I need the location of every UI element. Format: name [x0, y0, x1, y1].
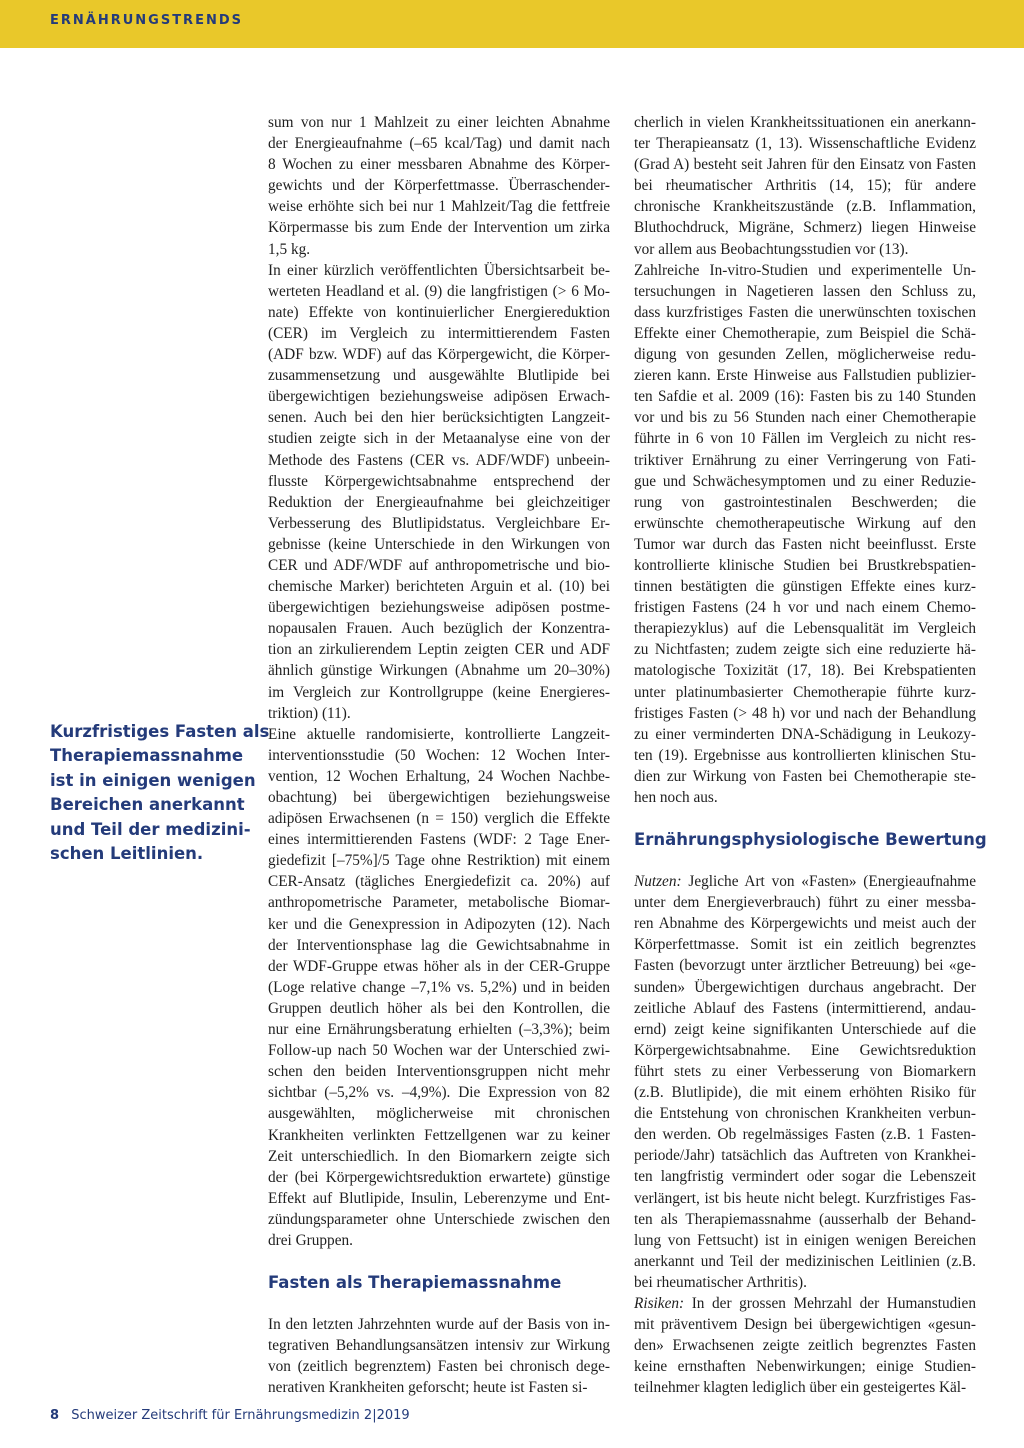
paragraph-line: den» Erwachsenen zeigte zeitlich begrenztes Fasten [634, 1337, 976, 1355]
paragraph-line: sichtbar (–5,2% vs. –4,9%). Die Expression von 82 [268, 1084, 610, 1102]
paragraph-line: rung von gastrointestinalen Beschwerden; die [634, 493, 976, 511]
paragraph-line: Follow-up nach 50 Wochen war der Unterschied zwi- [268, 1042, 610, 1060]
paragraph-line: vention, 12 Wochen Erhaltung, 24 Wochen Nachbe- [268, 767, 610, 785]
pull-quote-line: Therapiemassnahme [50, 746, 244, 766]
header-bar [0, 0, 1024, 48]
paragraph-line: Effekte einer Chemotherapie, zum Beispiel die Schä- [634, 324, 976, 342]
paragraph-line: (CER) im Vergleich zu intermittierendem Fasten [268, 324, 610, 342]
paragraph-line: tegrativen Behandlungsansätzen intensiv zur Wirkung [268, 1337, 610, 1355]
paragraph-line: die Entstehung von chronischen Krankheiten verbun- [634, 1105, 976, 1123]
paragraph-line: teilnehmer klagten lediglich über ein gesteigertes Käl- [634, 1379, 967, 1397]
paragraph-line: 1,5 kg. [268, 240, 311, 258]
paragraph-line: Fasten (bevorzugt unter ärztlicher Betreuung) bei «ge- [634, 957, 976, 975]
paragraph-line: Bluthochdruck, Migräne, Schmerz) liegen Hinweise [634, 219, 976, 237]
paragraph-line: der Interventionsphase lag die Gewichtsabnahme in [268, 936, 610, 954]
paragraph-line: vor und bis zu 56 Stunden nach einer Chemotherapie [634, 409, 976, 427]
paragraph-line: der (bei Körpergewichtsreduktion erwartete) günstige [268, 1168, 610, 1186]
paragraph-line: adipösen Erwachsenen (n = 150) verglich die Effekte [268, 810, 610, 828]
paragraph-line: unter dem Energieverbrauch) führt zu einer messba- [634, 894, 976, 912]
paragraph-line: den werden. Ob regelmässiges Fasten (z.B. 1 Fasten- [634, 1126, 976, 1144]
paragraph-line: digung von gesunden Zellen, möglicherweise redu- [634, 346, 976, 364]
paragraph-line: im Vergleich zur Kontrollgruppe (keine Energieres- [268, 683, 610, 701]
paragraph-line: vor allem aus Beobachtungsstudien vor (13). [634, 240, 909, 258]
paragraph-line: von (zeitlich begrenztem) Fasten bei chronisch dege- [268, 1358, 610, 1376]
paragraph-line: nur eine Ernährungsberatung erhielten (–3,3%); beim [268, 1021, 610, 1039]
paragraph-line: Gruppen deutlich höher als bei den Kontrollen, die [268, 999, 610, 1017]
pull-quote [50, 720, 270, 866]
paragraph-line: weise erhöhte sich bei nur 1 Mahlzeit/Tag die fettfreie [268, 198, 610, 216]
risks-line-text: In der grossen Mehrzahl der Humanstudien [684, 1294, 976, 1312]
paragraph-line: Krankheiten verlinkten Fettzellgenen war zu keiner [268, 1126, 610, 1144]
spacer [268, 1293, 610, 1314]
benefits-line [634, 871, 976, 892]
pull-quote-line: Bereichen anerkannt [50, 795, 245, 815]
paragraph-line: der Energieaufnahme (–65 kcal/Tag) und damit nach [268, 135, 610, 153]
spacer [634, 808, 976, 829]
paragraph-line: ter Therapieansatz (1, 13). Wissenschaftliche Evidenz [634, 135, 976, 153]
paragraph-line: fristigen Fastens (24 h vor und nach einem Chemo- [634, 599, 976, 617]
paragraph-line: chemische Marker) berichteten Arguin et al. (10) bei [268, 578, 610, 596]
paragraph-line: der WDF-Gruppe etwas höher als in der CER-Gruppe [268, 957, 610, 975]
paragraph-line: therapiezyklus) auf die Lebensqualität im Vergleich [634, 620, 976, 638]
paragraph-line: dass kurzfristiges Fasten die unerwünschten toxischen [634, 303, 976, 321]
paragraph-line: zieren kann. Erste Hinweise aus Fallstudien publizier- [634, 367, 976, 385]
pull-quote-line: schen Leitlinien. [50, 844, 204, 864]
paragraph-line: tinnen bestätigten die günstigen Effekte eines kurz- [634, 578, 976, 596]
paragraph-line: Eine aktuelle randomisierte, kontrollierte Langzeit- [268, 725, 610, 743]
benefits-line-text: Jegliche Art von «Fasten» (Energieaufnahme [681, 873, 976, 891]
paragraph-line: ähnlich günstige Wirkungen (Abnahme um 20–30%) [268, 662, 610, 680]
paragraph-line: sum von nur 1 Mahlzeit zu einer leichten Abnahme [268, 114, 610, 131]
middle-column [268, 112, 610, 1398]
paragraph-line: ten langfristig vermindert oder sogar die Lebenszeit [634, 1168, 976, 1186]
paragraph-line: (ADF bzw. WDF) auf das Körpergewicht, die Körper- [268, 346, 610, 364]
pull-quote-line: ist in einigen wenigen [50, 770, 256, 790]
paragraph-line: 8 Wochen zu einer messbaren Abnahme des Körper- [268, 156, 610, 174]
paragraph-line: giedefizit [–75%]/5 Tage ohne Restriktion) mit einem [268, 852, 610, 870]
paragraph-line: bei rheumatischer Arthritis). [634, 1273, 807, 1291]
paragraph-line: In einer kürzlich veröffentlichten Übersichtsarbeit be- [268, 261, 610, 279]
section-heading: Ernährungsphysiologische Bewertung [634, 830, 987, 850]
section-label: ERNÄHRUNGSTRENDS [50, 13, 243, 28]
paragraph-line: verlängert, ist bis heute nicht belegt. Kurzfristiges Fas- [634, 1189, 976, 1207]
paragraph-line: sunden» Übergewichtigen durchaus angebracht. Der [634, 978, 976, 996]
paragraph-line: führt stets zu einer Verbesserung von Biomarkern [634, 1062, 976, 1080]
paragraph-line: nopausalen Frauen. Auch bezüglich der Konzentra- [268, 620, 610, 638]
paragraph-line: cherlich in vielen Krankheitssituationen ein anerkann- [634, 114, 976, 131]
paragraph-line: CER und ADF/WDF auf anthropometrische und bio- [268, 556, 610, 574]
paragraph-line: lung von Fettsucht) ist in einigen wenigen Bereichen [634, 1231, 976, 1249]
paragraph-line: gue und Schwächesymptomen und zu einer Reduzie- [634, 472, 976, 490]
paragraph-line: (z.B. Blutlipide), die mit einem erhöhten Risiko für [634, 1084, 976, 1102]
paragraph-line: unter platinumbasierter Chemotherapie führte kurz- [634, 683, 976, 701]
paragraph-line: triktiver Ernährung zu einer Verringerung von Fati- [634, 451, 976, 469]
paragraph-line: ernd) zeigt keine signifikanten Unterschiede auf die [634, 1020, 976, 1038]
paragraph-line: In den letzten Jahrzehnten wurde auf der Basis von in- [268, 1316, 610, 1334]
paragraph-line: chronische Krankheitszustände (z.B. Inflammation, [634, 198, 976, 216]
paragraph-line: interventionsstudie (50 Wochen: 12 Wochen Inter- [268, 746, 610, 764]
paragraph-line: zu einer verminderten DNA-Schädigung in Leukozy- [634, 725, 976, 743]
paragraph-line: zeitliche Ablauf des Fastens (intermittierend, andau- [634, 999, 976, 1017]
paragraph-line: tersuchungen in Nagetieren lassen den Schluss zu, [634, 282, 976, 300]
paragraph-line: hen noch aus. [634, 789, 718, 806]
paragraph-line: gewichts und der Körperfettmasse. Überraschender- [268, 177, 610, 195]
pull-quote-line: Kurzfristiges Fasten als [50, 722, 270, 741]
paragraph-line: (Loge relative change –7,1% vs. 5,2%) und in beiden [268, 978, 610, 996]
paragraph-line: ren Abnahme des Körpergewichts und meist auch der [634, 915, 976, 933]
benefits-line-lead: Nutzen: [634, 873, 682, 891]
paragraph-line: gebnisse (keine Unterschiede in den Wirkungen von [268, 535, 610, 553]
page-number: 8 [50, 1408, 60, 1423]
paragraph-line: Körpermasse bis zum Ende der Intervention um zirka [268, 219, 610, 237]
paragraph-line: anthropometrische Parameter, metabolische Biomar- [268, 894, 610, 912]
paragraph-line: zündungsparameter ohne Unterschiede zwischen den [268, 1210, 610, 1228]
spacer [634, 850, 976, 871]
paragraph-line: führte in 6 von 10 Fällen im Vergleich zu nicht res- [634, 430, 976, 448]
paragraph-line: senen. Auch bei den hier berücksichtigten Langzeit- [268, 409, 610, 427]
page-footer [50, 1408, 410, 1423]
paragraph-line: schen den beiden Interventionsgruppen nicht mehr [268, 1063, 610, 1081]
spacer [268, 1251, 610, 1272]
risks-line [634, 1293, 976, 1314]
paragraph-line: Reduktion der Energieaufnahme bei gleichzeitiger [268, 493, 610, 511]
paragraph-line: tion an zirkulierendem Leptin zeigten CER und ADF [268, 641, 610, 659]
paragraph-line: Effekt auf Blutlipide, Insulin, Leberenzyme und Ent- [268, 1189, 610, 1207]
paragraph-line: nerativen Krankheiten geforscht; heute ist Fasten si- [268, 1379, 588, 1397]
paragraph-line: ausgewählten, möglicherweise mit chronischen [268, 1105, 610, 1123]
paragraph-line: mit präventivem Design bei übergewichtigen «gesun- [634, 1316, 976, 1334]
pull-quote-line: und Teil der medizini- [50, 819, 251, 839]
paragraph-line: fristiges Fasten (> 48 h) vor und nach der Behandlung [634, 704, 976, 722]
paragraph-line: Körpergewichtsabnahme. Eine Gewichtsreduktion [634, 1041, 976, 1059]
paragraph-line: studien zeigte sich in der Metaanalyse eine von der [268, 430, 610, 448]
paragraph-line: werteten Headland et al. (9) die langfristigen (> 6 Mo- [268, 282, 610, 300]
paragraph-line: triktion) (11). [268, 704, 351, 722]
paragraph-line: erwünschte chemotherapeutische Wirkung auf den [634, 514, 976, 532]
paragraph-line: matologische Toxizität (17, 18). Bei Krebspatienten [634, 662, 976, 680]
section-heading: Fasten als Therapiemassnahme [268, 1273, 562, 1293]
paragraph-line: Körperfettmasse. Somit ist ein zeitlich begrenztes [634, 936, 976, 954]
paragraph-line: flusste Körpergewichtsabnahme entsprechend der [268, 472, 610, 490]
paragraph-line: periode/Jahr) tatsächlich das Auftreten von Krankhei- [634, 1147, 976, 1165]
paragraph-line: ten als Therapiemassnahme (ausserhalb der Behand- [634, 1210, 976, 1228]
paragraph-line: eines intermittierenden Fastens (WDF: 2 Tage Ener- [268, 831, 610, 849]
paragraph-line: ker und die Genexpression in Adipozyten (12). Nach [268, 915, 610, 933]
paragraph-line: keine ernsthaften Nebenwirkungen; einige Studien- [634, 1358, 976, 1376]
paragraph-line: Zahlreiche In-vitro-Studien und experimentelle Un- [634, 261, 976, 279]
paragraph-line: übergewichtigen beziehungsweise adipösen Erwach- [268, 388, 610, 406]
paragraph-line: ten (19). Ergebnisse aus kontrollierten klinischen Stu- [634, 746, 976, 764]
paragraph-line: obachtung) bei übergewichtigen beziehungsweise [268, 789, 610, 806]
right-column [634, 112, 987, 1398]
paragraph-line: anerkannt und Teil der medizinischen Leitlinien (z.B. [634, 1252, 976, 1270]
paragraph-line: dien zur Wirkung von Fasten bei Chemotherapie ste- [634, 767, 976, 785]
paragraph-line: zu Nichtfasten; zudem zeigte sich eine reduzierte hä- [634, 641, 976, 659]
paragraph-line: (Grad A) besteht seit Jahren für den Einsatz von Fasten [634, 156, 976, 174]
paragraph-line: bei rheumatischer Arthritis (14, 15); für andere [634, 177, 976, 195]
paragraph-line: nate) Effekte von kontinuierlicher Energiereduktion [268, 303, 610, 321]
paragraph-line: Tumor war durch das Fasten nicht beeinflusst. Erste [634, 535, 976, 553]
paragraph-line: Zeit unterschiedlich. In den Biomarkern zeigte sich [268, 1147, 610, 1165]
paragraph-line: Methode des Fastens (CER vs. ADF/WDF) unbeein- [268, 451, 610, 469]
paragraph-line: CER-Ansatz (tägliches Energiedefizit ca. 20%) auf [268, 873, 610, 891]
paragraph-line: zusammensetzung und ausgewählte Blutlipide bei [268, 367, 610, 385]
risks-line-lead: Risiken: [634, 1294, 685, 1312]
paragraph-line: Verbesserung des Blutlipidstatus. Vergleichbare Er- [268, 514, 610, 532]
paragraph-line: drei Gruppen. [268, 1231, 353, 1249]
paragraph-line: ten Safdie et al. 2009 (16): Fasten bis zu 140 Stunden [634, 388, 976, 406]
paragraph-line: kontrollierte klinische Studien bei Brustkrebspatien- [634, 556, 976, 574]
journal-title: Schweizer Zeitschrift für Ernährungsmedizin 2|2019 [71, 1408, 410, 1423]
paragraph-line: übergewichtigen beziehungsweise adipösen postme- [268, 599, 610, 617]
